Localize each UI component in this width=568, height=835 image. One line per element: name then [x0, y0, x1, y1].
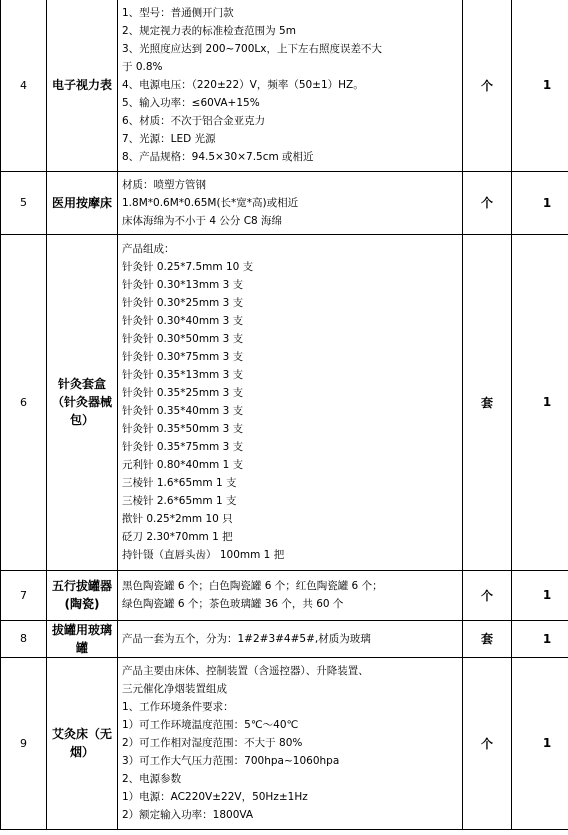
spec-line: 持针镊（直唇头齿） 100mm 1 把	[122, 549, 285, 561]
item-unit: 套	[463, 620, 512, 657]
item-quantity: 1	[512, 171, 568, 234]
item-name: 针灸套盒（针灸器械包）	[47, 234, 118, 570]
row-number: 6	[1, 234, 47, 570]
spec-line: 针灸针 0.30*40mm 3 支	[122, 315, 244, 327]
item-name: 五行拔罐器(陶瓷)	[47, 570, 118, 620]
spec-line: 针灸针 0.35*25mm 3 支	[122, 387, 244, 399]
spec-line: 三元催化净烟装置组成	[122, 683, 227, 695]
item-unit: 个	[463, 657, 512, 829]
spec-line: 针灸针 0.35*13mm 3 支	[122, 369, 244, 381]
spec-line: 绿色陶瓷罐 6 个；茶色玻璃罐 36 个，共 60 个	[122, 598, 344, 610]
spec-line: 三棱针 1.6*65mm 1 支	[122, 477, 237, 489]
spec-line: 8、产品规格：94.5×30×7.5cm 或相近	[122, 151, 314, 164]
item-spec	[118, 0, 463, 171]
row-number: 5	[1, 171, 47, 234]
spec-line: 2、电源参数	[122, 773, 182, 785]
item-spec	[118, 657, 463, 829]
spec-line: 3、光照度应达到 200~700Lx，上下左右照度误差不大	[122, 43, 382, 56]
item-name: 电子视力表	[47, 0, 118, 171]
table-row	[1, 171, 568, 234]
spec-line: 5、输入功率：≤60VA+15%	[122, 97, 260, 110]
item-name: 拔罐用玻璃罐	[47, 620, 118, 657]
spec-line: 4、电源电压：（220±22）V，频率（50±1）HZ。	[122, 79, 364, 92]
row-number: 7	[1, 570, 47, 620]
spec-line: 2、规定视力表的标准检查范围为 5m	[122, 25, 296, 38]
spec-line: 产品组成：	[122, 243, 175, 255]
spec-line: 产品主要由床体、控制装置（含遥控器）、升降装置、	[122, 665, 369, 677]
spec-line: 7、光源：LED 光源	[122, 133, 216, 146]
spec-line: 三棱针 2.6*65mm 1 支	[122, 495, 237, 507]
table-row	[1, 570, 568, 620]
spec-line: 1）可工作环境温度范围：5℃～40℃	[122, 719, 299, 731]
spec-line: 砭刀 2.30*70mm 1 把	[122, 531, 233, 543]
spec-line: 材质：喷塑方管钢	[122, 178, 206, 191]
item-spec	[118, 620, 463, 657]
spec-line: 2）额定输入功率：1800VA	[122, 809, 254, 821]
spec-line: 针灸针 0.35*40mm 3 支	[122, 405, 244, 417]
spec-line: 针灸针 0.30*25mm 3 支	[122, 297, 244, 309]
spec-line: 床体海绵为不小于 4 公分 C8 海绵	[122, 214, 283, 227]
spec-line: 3）可工作大气压力范围：700hpa~1060hpa	[122, 755, 340, 767]
item-unit: 套	[463, 234, 512, 570]
spec-line: 6、材质：不次于铝合金亚克力	[122, 115, 266, 128]
item-name: 医用按摩床	[47, 171, 118, 234]
item-quantity: 1	[512, 0, 568, 171]
spec-line: 针灸针 0.35*50mm 3 支	[122, 423, 244, 435]
spec-line: 针灸针 0.35*75mm 3 支	[122, 441, 244, 453]
item-quantity: 1	[512, 657, 568, 829]
table-row	[1, 657, 568, 829]
row-number: 8	[1, 620, 47, 657]
spec-line: 1.8M*0.6M*0.65M(长*宽*高)或相近	[122, 196, 299, 209]
item-unit: 个	[463, 570, 512, 620]
spec-line: 揿针 0.25*2mm 10 只	[122, 513, 233, 525]
table-row	[1, 234, 568, 570]
item-unit: 个	[463, 0, 512, 171]
spec-line: 元利针 0.80*40mm 1 支	[122, 459, 244, 471]
spec-line: 针灸针 0.30*13mm 3 支	[122, 279, 244, 291]
spec-line: 1、工作环境条件要求：	[122, 701, 234, 713]
spec-line: 针灸针 0.30*75mm 3 支	[122, 351, 244, 363]
item-quantity: 1	[512, 234, 568, 570]
item-unit: 个	[463, 171, 512, 234]
spec-line: 产品一套为五个，分为：1#2#3#4#5#,材质为玻璃	[122, 632, 371, 645]
item-spec	[118, 234, 463, 570]
spec-line: 于 0.8%	[122, 61, 163, 74]
item-name: 艾灸床（无烟）	[47, 657, 118, 829]
table-row	[1, 620, 568, 657]
spec-line: 黑色陶瓷罐 6 个；白色陶瓷罐 6 个；红色陶瓷罐 6 个；	[122, 580, 383, 592]
spec-line: 针灸针 0.25*7.5mm 10 支	[122, 261, 254, 273]
table-row	[1, 0, 568, 171]
item-spec	[118, 570, 463, 620]
item-quantity: 1	[512, 570, 568, 620]
spec-line: 针灸针 0.30*50mm 3 支	[122, 333, 244, 345]
item-spec	[118, 171, 463, 234]
row-number: 4	[1, 0, 47, 171]
row-number: 9	[1, 657, 47, 829]
spec-line: 2）可工作相对湿度范围：不大于 80%	[122, 737, 303, 749]
spec-line: 1）电源：AC220V±22V，50Hz±1Hz	[122, 791, 308, 803]
item-quantity: 1	[512, 620, 568, 657]
spec-line: 1、型号：普通侧开门款	[122, 7, 234, 20]
